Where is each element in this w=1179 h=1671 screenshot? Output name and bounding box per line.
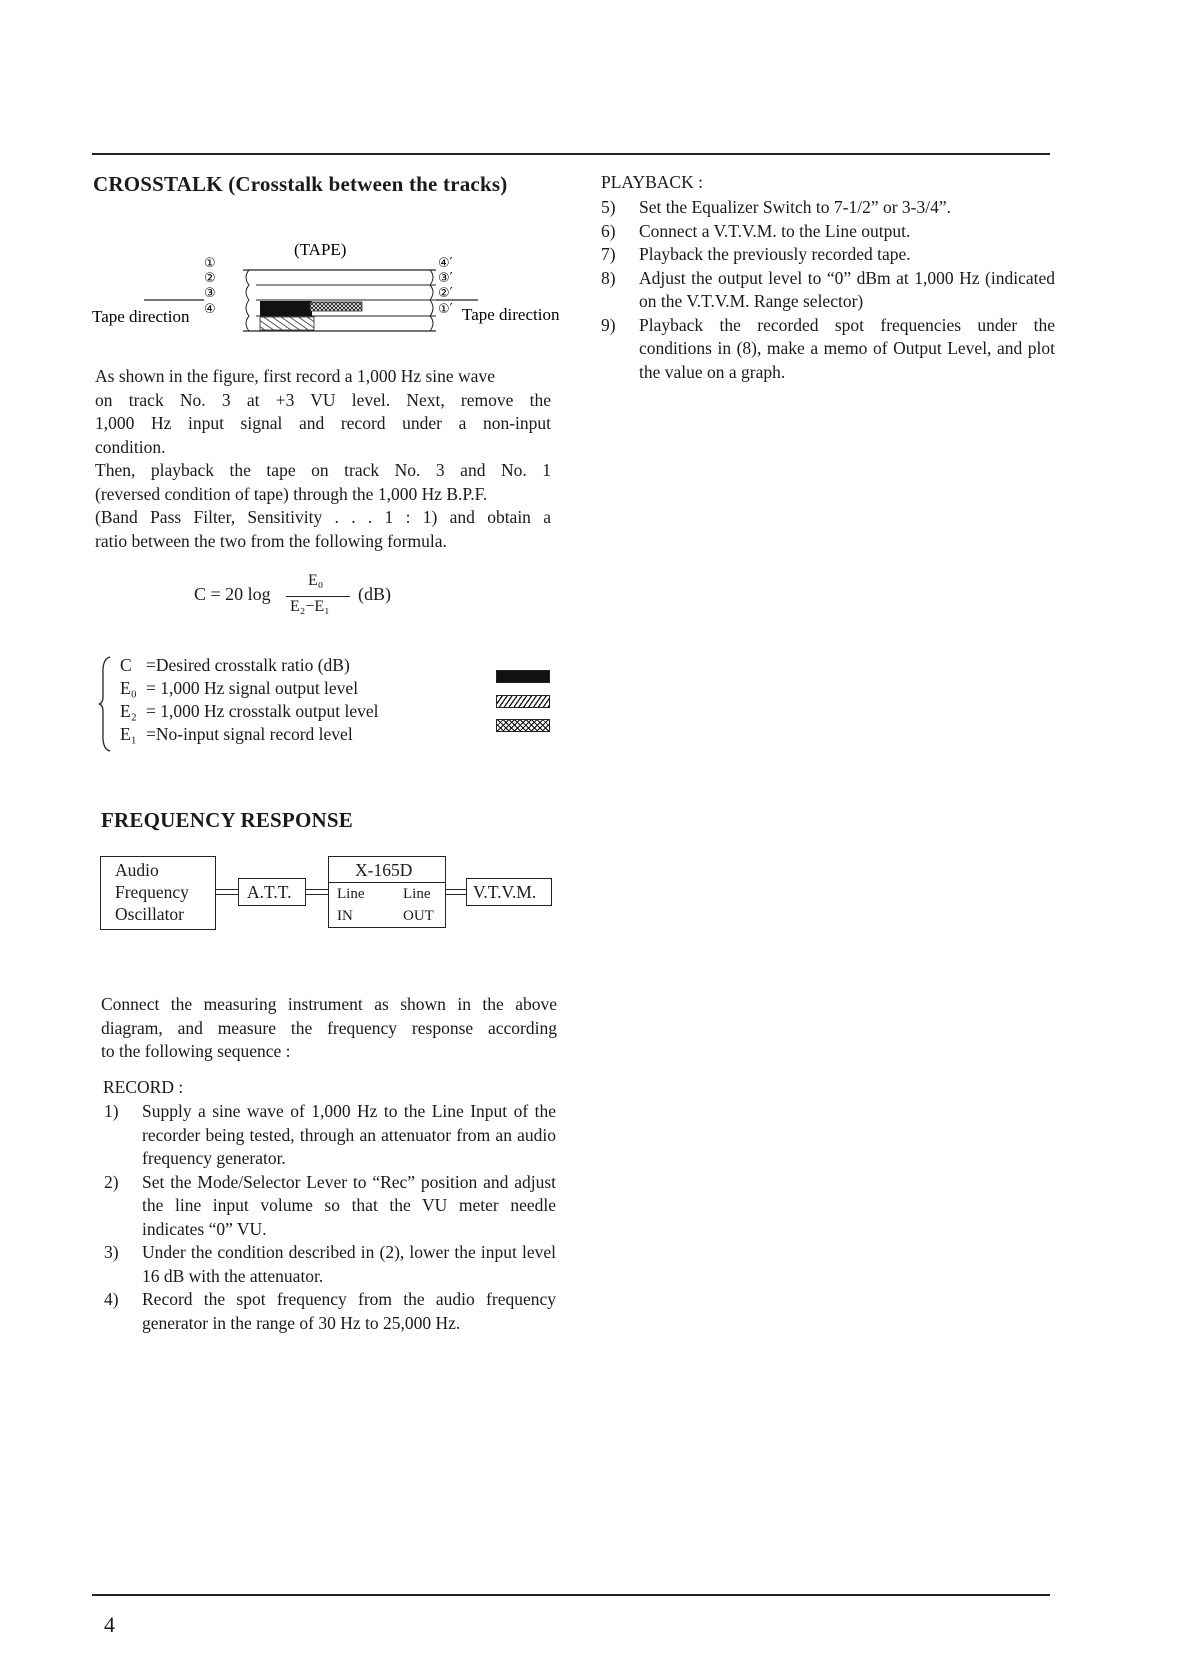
attenuator-box: A.T.T. [238, 878, 306, 906]
definition-e1: E₁ =No-input signal record level [120, 724, 353, 744]
crosstalk-formula [194, 572, 414, 632]
legend-swatch-hatched [496, 695, 550, 708]
page-number: 4 [104, 1612, 115, 1637]
list-item: 3) Under the condition described in (2), lower the input level 16 dB with the attenuator. [104, 1242, 556, 1286]
connector-line [306, 889, 328, 895]
track-label-left-1: ① [204, 256, 216, 271]
track-label-right-4: ④′ [438, 256, 453, 271]
symbol-definitions [98, 655, 578, 755]
track-label-left-4: ④ [204, 302, 216, 317]
measurement-block-diagram [100, 856, 560, 940]
definition-e0: E₀ = 1,000 Hz signal output level [120, 678, 359, 698]
list-item: 6) Connect a V.T.V.M. to the Line output. [601, 220, 911, 241]
formula-lhs: C = 20 log [194, 584, 271, 604]
paragraph-line: ratio between the two from the following formula. [95, 530, 447, 551]
paragraph-line: condition. [95, 436, 166, 457]
paragraph-line: Connect the measuring instrument as shown in the above [101, 994, 557, 1014]
top-rule [92, 153, 1050, 155]
list-item: 4) Record the spot frequency from the audio frequency generator in the range of 30 Hz to 25,000 Hz. [104, 1289, 556, 1333]
no-input-block [260, 317, 314, 330]
tape-direction-right: Tape direction [462, 305, 560, 324]
connector-line [216, 889, 238, 895]
tape-label: (TAPE) [294, 240, 347, 259]
paragraph-line: (reversed condition of tape) through the 1,000 Hz B.P.F. [95, 483, 488, 504]
crosstalk-paragraph [95, 365, 551, 553]
crosstalk-output-block [310, 302, 362, 311]
list-item: 9) Playback the recorded spot frequencies under the conditions in (8), make a memo of Output Level, and plot the value on a graph. [601, 314, 1055, 382]
list-item: 7) Playback the previously recorded tape. [601, 244, 911, 264]
formula-unit: (dB) [358, 584, 391, 604]
formula-numerator: E₀ [308, 572, 324, 589]
track-label-left-2: ② [204, 271, 216, 286]
audio-frequency-oscillator-box: Audio Frequency Oscillator [100, 856, 216, 930]
list-item: 8) Adjust the output level to “0” dBm at 1,000 Hz (indicated on the V.T.V.M. Range selector) [601, 267, 1055, 311]
paragraph-line: diagram, and measure the frequency response according [101, 1017, 557, 1038]
record-steps [104, 1100, 556, 1335]
record-label: RECORD : [103, 1077, 184, 1097]
paragraph-line: As shown in the figure, first record a 1,000 Hz sine wave [95, 366, 495, 386]
list-item: 2) Set the Mode/Selector Lever to “Rec” position and adjust the line input volume so that the VU meter needle indicates “0” VU. [104, 1171, 556, 1239]
recorded-signal-block [260, 301, 312, 316]
fraction-bar [286, 596, 350, 597]
tape-track-figure [92, 240, 562, 345]
list-item: 5) Set the Equalizer Switch to 7-1/2” or 3-3/4”. [601, 197, 952, 217]
definition-e2: E₂ = 1,000 Hz crosstalk output level [120, 701, 379, 721]
tape-direction-left: Tape direction [92, 307, 190, 326]
bottom-rule [92, 1594, 1050, 1596]
track-label-right-3: ③′ [438, 271, 453, 286]
paragraph-line: on track No. 3 at +3 VU level. Next, remove the [95, 389, 551, 410]
track-label-right-1: ①′ [438, 302, 453, 317]
track-label-left-3: ③ [204, 286, 216, 301]
legend-swatch-crosshatched [496, 719, 550, 732]
frequency-response-heading: FREQUENCY RESPONSE [101, 808, 353, 832]
crosstalk-heading: CROSSTALK (Crosstalk between the tracks) [93, 172, 508, 196]
vtvm-box: V.T.V.M. [466, 878, 552, 906]
recorder-box: X-165D Line Line IN OUT [328, 856, 446, 928]
playback-steps [601, 196, 1055, 384]
legend-swatch-solid [496, 670, 550, 683]
list-item: 1) Supply a sine wave of 1,000 Hz to the Line Input of the recorder being tested, through an attenuator from an audio frequency generator. [104, 1101, 556, 1168]
paragraph-line: to the following sequence : [101, 1041, 291, 1061]
playback-label: PLAYBACK : [601, 172, 703, 192]
paragraph-line: 1,000 Hz input signal and record under a non-input [95, 413, 551, 433]
paragraph-line: (Band Pass Filter, Sensitivity . . . 1 : 1) and obtain a [95, 507, 551, 527]
formula-denominator: E₂−E₁ [290, 598, 330, 615]
left-brace-icon [98, 655, 112, 753]
frequency-response-paragraph [101, 993, 557, 1064]
definition-c: C =Desired crosstalk ratio (dB) [120, 655, 350, 675]
track-label-right-2: ②′ [438, 286, 453, 301]
connector-line [446, 889, 466, 895]
paragraph-line: Then, playback the tape on track No. 3 and No. 1 [95, 460, 551, 480]
